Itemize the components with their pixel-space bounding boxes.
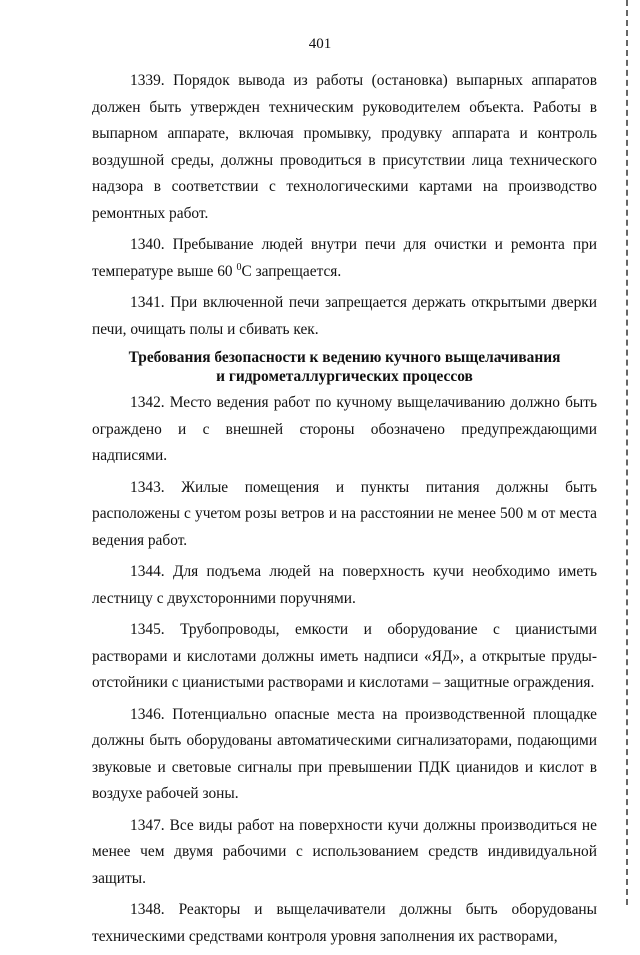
paragraph-1344: 1344. Для подъема людей на поверхность кучи необходимо иметь лестницу с двухсторонними поручнями. xyxy=(92,563,597,607)
degree-superscript: 0 xyxy=(236,261,242,273)
page-edge xyxy=(626,0,640,905)
paragraph-1347: 1347. Все виды работ на поверхности кучи должны производиться не менее чем двумя рабочими с использованием средств индивидуальной защиты. xyxy=(92,816,597,887)
section-heading-line-1: Требования безопасности к ведению кучного выщелачивания xyxy=(128,349,561,366)
paragraph-1346: 1346. Потенциально опасные места на производственной площадке должны быть оборудованы автоматическими сигнализаторами, подающими звуковые и световые сигналы при превышении ПДК цианидов и кислот в воздухе рабочей зоны. xyxy=(92,705,597,802)
paragraph-1343: 1343. Жилые помещения и пункты питания должны быть расположены с учетом розы ветров и на расстоянии не менее 500 м от места ведения работ. xyxy=(92,478,597,549)
paragraph-1348: 1348. Реакторы и выщелачиватели должны быть оборудованы техническими средствами контроля уровня заполнения их растворами, xyxy=(92,901,597,945)
paragraph-1342: 1342. Место ведения работ по кучному выщелачиванию должно быть ограждено и с внешней стороны обозначено предупреждающими надписями. xyxy=(92,394,597,464)
page-number: 401 xyxy=(308,36,332,52)
section-heading-line-2: и гидрометаллургических процессов xyxy=(216,368,473,385)
paragraph-1341: 1341. При включенной печи запрещается держать открытыми дверки печи, очищать полы и сбивать кек. xyxy=(92,294,597,338)
paragraph-1345: 1345. Трубопроводы, емкости и оборудование с цианистыми растворами и кислотами должны иметь надписи «ЯД», а открытые пруды-отстойники с цианистыми растворами и кислотами – защитные ограждения. xyxy=(92,621,597,691)
paragraph-1340 xyxy=(92,232,597,285)
section-heading xyxy=(92,348,597,386)
document-body xyxy=(92,68,597,955)
paragraph-1340-text-end: С запрещается. xyxy=(241,262,342,280)
paragraph-1339: 1339. Порядок вывода из работы (остановка) выпарных аппаратов должен быть утвержден техническим руководителем объекта. Работы в выпарном аппарате, включая промывку, продувку аппарата и контроль воздушной среды, должны проводиться в присутствии лица технического надзора в соответствии с технологическими картами на производство ремонтных работ. xyxy=(92,72,597,222)
paragraph-1340-text: 1340. Пребывание людей внутри печи для очистки и ремонта при температуре выше 60 xyxy=(92,236,597,280)
